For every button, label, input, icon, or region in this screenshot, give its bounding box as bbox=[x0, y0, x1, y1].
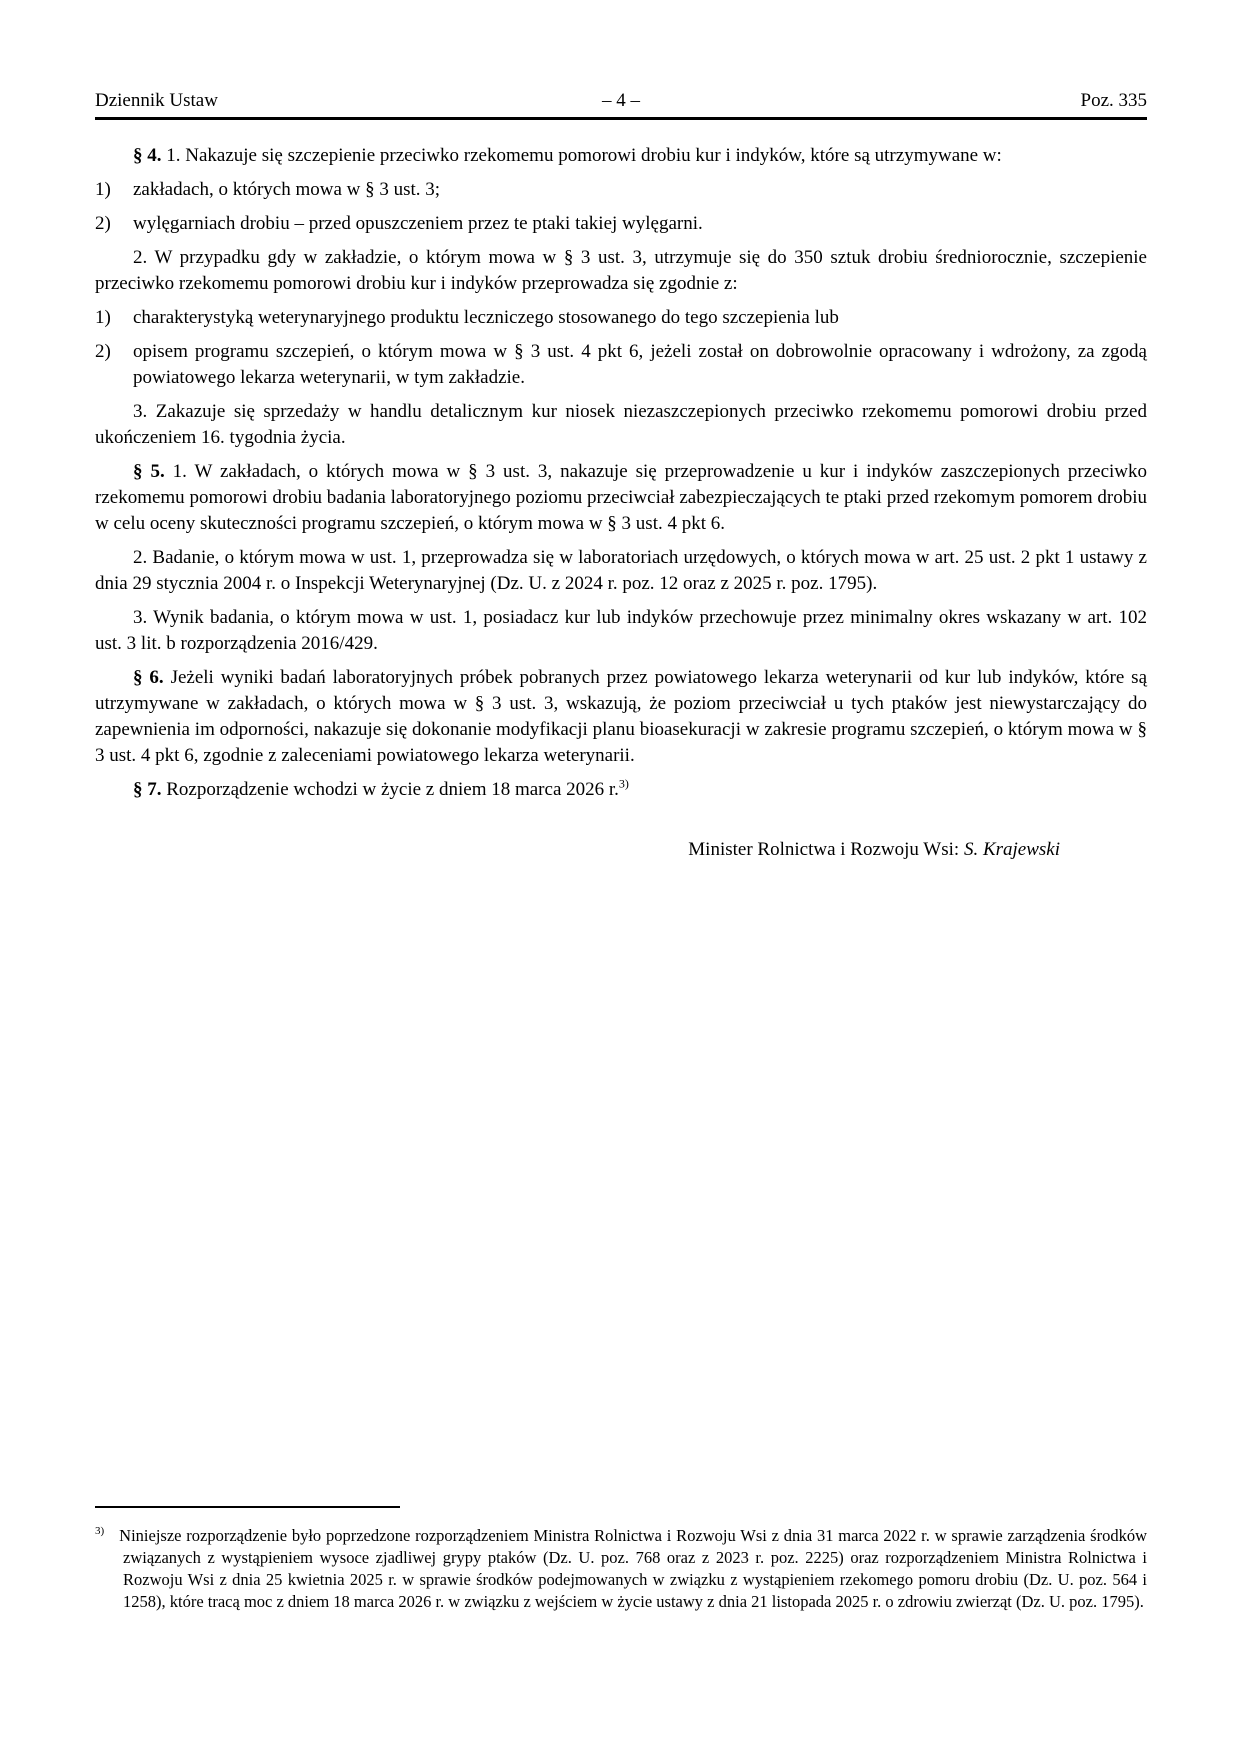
item-number: 1) bbox=[95, 179, 111, 200]
para-4-1 bbox=[95, 143, 1147, 169]
para-5-3 bbox=[95, 605, 1147, 657]
para-text: 2. W przypadku gdy w zakładzie, o którym mowa w § 3 ust. 3, utrzymuje się do 350 sztuk drobiu średniorocznie, szczepienie przeciwko rzekomemu pomorowi drobiu kur i indyków przeprowadza się zgodnie z: bbox=[95, 247, 1147, 294]
para-text: 1. Nakazuje się szczepienie przeciwko rzekomemu pomorowi drobiu kur i indyków, które są utrzymywane w: bbox=[166, 145, 1002, 166]
para-5-2 bbox=[95, 545, 1147, 597]
section-lead: § 4. bbox=[133, 145, 162, 166]
para-text: 3. Zakazuje się sprzedaży w handlu detalicznym kur niosek niezaszczepionych przeciwko rzekomemu pomorowi drobiu przed ukończeniem 16. tygodnia życia. bbox=[95, 401, 1147, 448]
list-item bbox=[95, 177, 1147, 203]
para-text: 1. W zakładach, o których mowa w § 3 ust. 3, nakazuje się przeprowadzenie u kur i indyków zaszczepionych przeciwko rzekomemu pomorowi drobiu badania laboratoryjnego poziomu przeciwciał zabezpieczających te ptaki przed rzekomym pomorem drobiu w celu oceny skuteczności programu szczepień, o którym mowa w § 3 ust. 4 pkt 6. bbox=[95, 461, 1148, 534]
para-text: 3. Wynik badania, o którym mowa w ust. 1, posiadacz kur lub indyków przechowuje przez minimalny okres wskazany w art. 102 ust. 3 lit. b rozporządzenia 2016/429. bbox=[95, 607, 1147, 654]
para-4-2 bbox=[95, 245, 1147, 297]
item-text: charakterystyką weterynaryjnego produktu leczniczego stosowanego do tego szczepienia lub bbox=[133, 307, 839, 328]
page-content bbox=[95, 0, 1147, 882]
item-number: 1) bbox=[95, 307, 111, 328]
para-text: 2. Badanie, o którym mowa w ust. 1, przeprowadza się w laboratoriach urzędowych, o których mowa w art. 25 ust. 2 pkt 1 ustawy z dnia 29 stycznia 2004 r. o Inspekcji Weterynaryjnej (Dz. U. z 2024 r. poz. 12 oraz z 2025 r. poz. 1795). bbox=[95, 547, 1147, 594]
para-5-1 bbox=[95, 459, 1147, 537]
page-number: – 4 – bbox=[602, 90, 640, 111]
item-text: zakładach, o których mowa w § 3 ust. 3; bbox=[133, 179, 441, 200]
minister-title: Minister Rolnictwa i Rozwoju Wsi: bbox=[688, 839, 960, 860]
page-header bbox=[95, 90, 1147, 120]
item-number: 2) bbox=[95, 341, 111, 362]
section-lead: § 7. bbox=[133, 779, 162, 800]
footnote-area bbox=[95, 1506, 1147, 1629]
journal-title: Dziennik Ustaw bbox=[95, 90, 218, 111]
list-item bbox=[95, 305, 1147, 331]
footnote-separator bbox=[95, 1506, 400, 1508]
footnote-text: Niniejsze rozporządzenie było poprzedzone rozporządzeniem Ministra Rolnictwa i Rozwoju Wsi z dnia 31 marca 2022 r. w sprawie zarządzenia środków związanych z wystąpieniem wysoce zjadliwej grypy ptaków (Dz. U. poz. 768 oraz z 2023 r. poz. 2225) oraz rozporządzeniem Ministra Rolnictwa i Rozwoju Wsi z dnia 25 kwietnia 2025 r. w sprawie środków podejmowanych w związku z wystąpieniem rzekomego pomoru drobiu (Dz. U. poz. 564 i 1258), które tracą moc z dniem 18 marca 2026 r. w związku z wejściem w życie ustawy z dnia 21 listopada 2025 r. o zdrowiu zwierząt (Dz. U. poz. 1795). bbox=[119, 1525, 1147, 1611]
item-number: 2) bbox=[95, 213, 111, 234]
list-item bbox=[95, 211, 1147, 237]
item-text: wylęgarniach drobiu – przed opuszczeniem przez te ptaki takiej wylęgarni. bbox=[133, 213, 703, 234]
para-text: Jeżeli wyniki badań laboratoryjnych próbek pobranych przez powiatowego lekarza weterynarii od kur lub indyków, które są utrzymywane w zakładach, o których mowa w § 3 ust. 3, wskazują, że poziom przeciwciał u tych ptaków jest niewystarczający do zapewnienia im odporności, nakazuje się dokonanie modyfikacji planu bioasekuracji w zakresie programu szczepień, o którym mowa w § 3 ust. 4 pkt 6, zgodnie z zaleceniami powiatowego lekarza weterynarii. bbox=[95, 667, 1148, 766]
section-lead: § 6. bbox=[133, 667, 164, 688]
para-6 bbox=[95, 665, 1147, 769]
section-lead: § 5. bbox=[133, 461, 165, 482]
regulation-body bbox=[95, 143, 1147, 863]
signature-line bbox=[95, 837, 1147, 863]
para-4-3 bbox=[95, 399, 1147, 451]
footnote-marker: 3) bbox=[95, 1525, 105, 1537]
footnote-reference: 3) bbox=[618, 776, 629, 791]
footnote bbox=[95, 1525, 1147, 1613]
para-text: Rozporządzenie wchodzi w życie z dniem 18 marca 2026 r. bbox=[166, 779, 619, 800]
list-item bbox=[95, 339, 1147, 391]
para-7 bbox=[95, 777, 1147, 803]
position-number: Poz. 335 bbox=[1080, 90, 1147, 111]
item-text: opisem programu szczepień, o którym mowa w § 3 ust. 4 pkt 6, jeżeli został on dobrowolnie opracowany i wdrożony, za zgodą powiatowego lekarza weterynarii, w tym zakładzie. bbox=[133, 341, 1147, 388]
minister-name: S. Krajewski bbox=[963, 839, 1060, 860]
